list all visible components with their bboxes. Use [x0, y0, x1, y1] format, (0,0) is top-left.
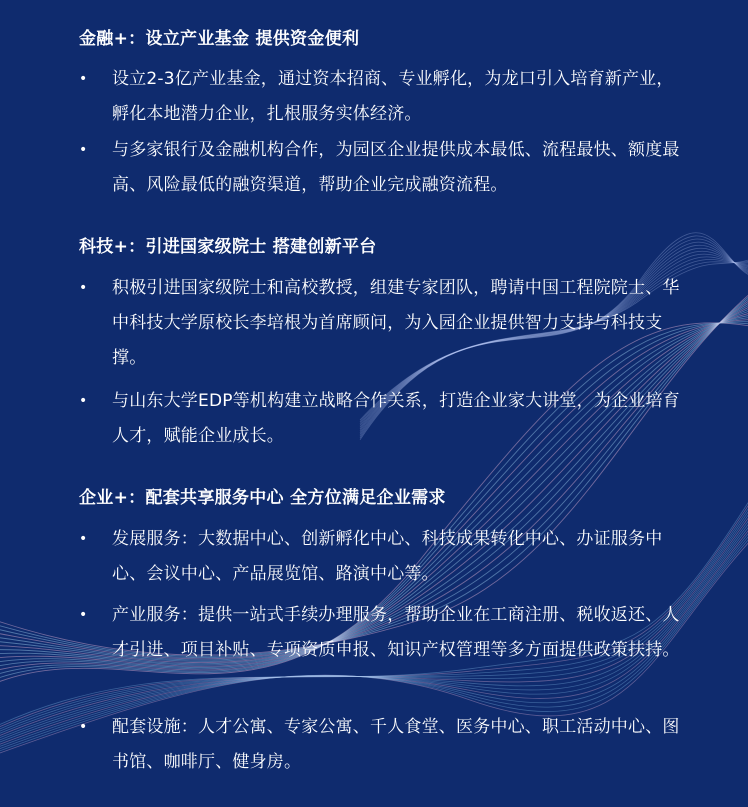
bullet-icon: •: [79, 280, 88, 296]
bullet-icon: •: [79, 393, 88, 409]
list-item: [79, 62, 687, 132]
bullet-icon: •: [79, 142, 88, 158]
bullet-icon: •: [79, 607, 88, 623]
list-item: [79, 598, 687, 668]
section-heading-enterprise: 企业+：配套共享服务中心 全方位满足企业需求: [79, 488, 446, 508]
section-heading-finance: 金融+：设立产业基金 提供资金便利: [79, 29, 360, 49]
bullet-icon: •: [79, 531, 88, 547]
list-item-text: 与山东大学EDP等机构建立战略合作关系，打造企业家大讲堂，为企业培育人才，赋能企业成长。: [112, 391, 680, 446]
list-item: [79, 271, 687, 376]
bullet-icon: •: [79, 719, 88, 735]
list-item-text: 发展服务：大数据中心、创新孵化中心、科技成果转化中心、办证服务中心、会议中心、产品展览馆、路演中心等。: [112, 529, 663, 584]
section-heading-technology: 科技+：引进国家级院士 搭建创新平台: [79, 237, 377, 257]
list-item: [79, 522, 687, 592]
list-item-text: 配套设施：人才公寓、专家公寓、千人食堂、医务中心、职工活动中心、图书馆、咖啡厅、健身房。: [112, 717, 680, 772]
list-item: [79, 133, 687, 203]
list-item: [79, 384, 687, 454]
bullet-icon: •: [79, 71, 88, 87]
list-item-text: 设立2-3亿产业基金，通过资本招商、专业孵化，为龙口引入培育新产业，孵化本地潜力企业，扎根服务实体经济。: [112, 69, 674, 124]
list-item-text: 与多家银行及金融机构合作，为园区企业提供成本最低、流程最快、额度最高、风险最低的融资渠道，帮助企业完成融资流程。: [112, 140, 680, 195]
list-item-text: 产业服务：提供一站式手续办理服务，帮助企业在工商注册、税收返还、人才引进、项目补贴、专项资质申报、知识产权管理等多方面提供政策扶持。: [112, 605, 680, 660]
list-item: [79, 710, 687, 780]
list-item-text: 积极引进国家级院士和高校教授，组建专家团队，聘请中国工程院院士、华中科技大学原校长李培根为首席顾问，为入园企业提供智力支持与科技支撑。: [112, 278, 680, 368]
